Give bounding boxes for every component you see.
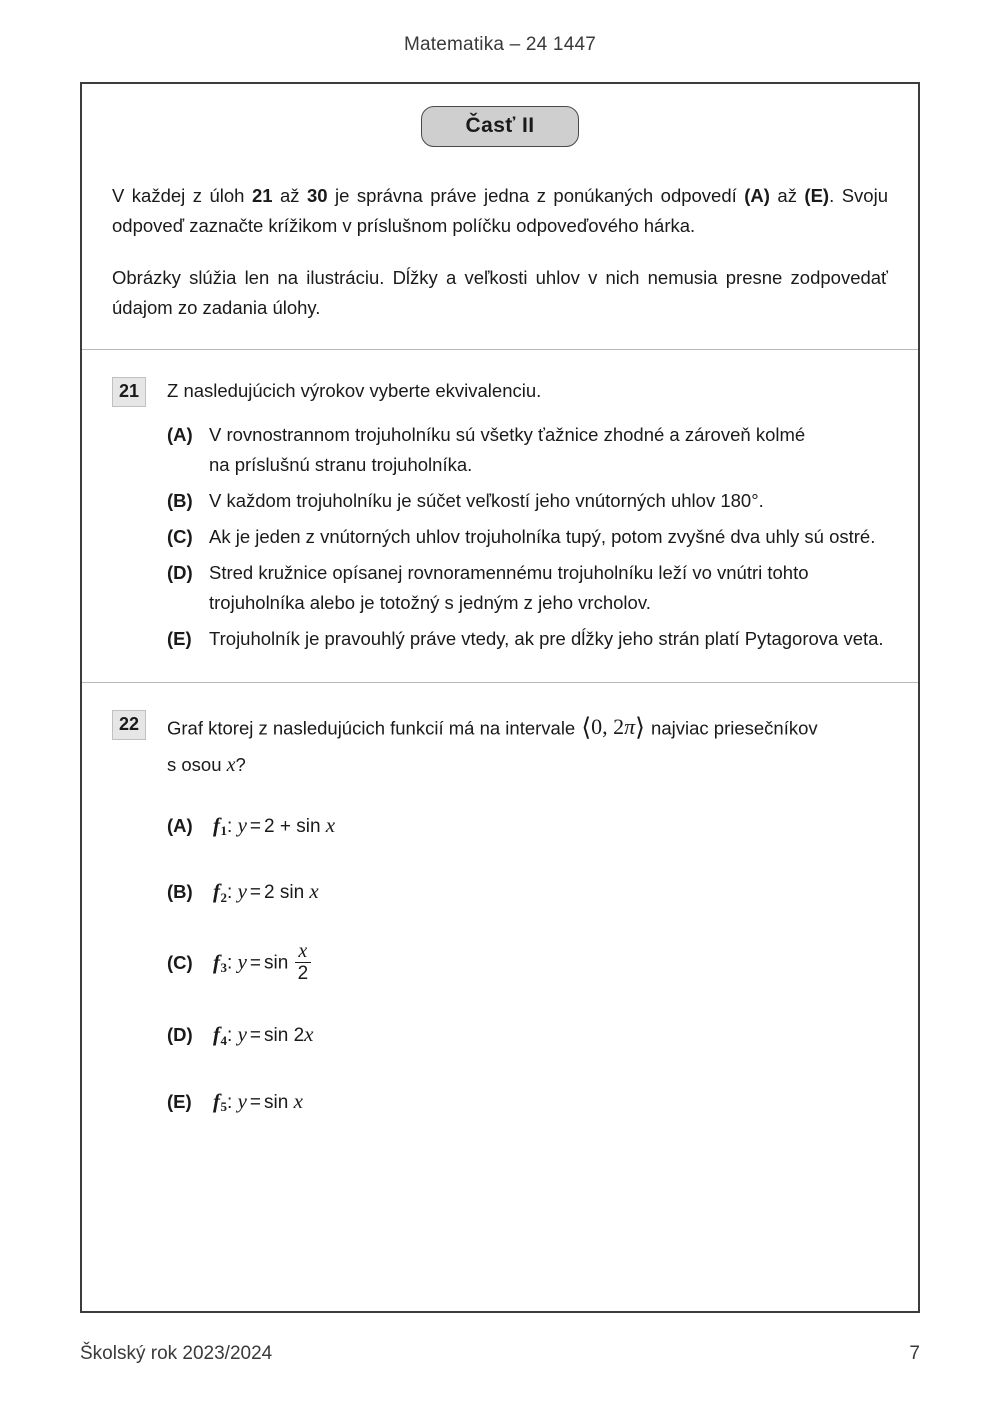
question-number-21: 21 xyxy=(112,377,146,407)
function-name: f2 xyxy=(213,879,227,905)
interval-right-bracket: ⟩ xyxy=(635,714,645,742)
question-number-22: 22 xyxy=(112,710,146,740)
option-text-line: Stred kružnice opísanej rovnoramennému trojuholníku leží vo vnútri tohto xyxy=(209,561,809,583)
function-subscript: 3 xyxy=(220,960,227,976)
formula-rhs-text: 2 sin xyxy=(264,882,310,904)
instruction-segment: Obrázky slúžia len na ilustráciu. Dĺžky a veľkosti uhlov v nich nemusia presne zodpovedať údajom zo zadania úlohy. xyxy=(112,266,888,318)
formula-separator: : xyxy=(227,952,238,974)
formula-rhs-text: sin xyxy=(264,952,294,974)
formula-separator: : xyxy=(227,882,238,904)
function-subscript: 4 xyxy=(220,1032,227,1048)
question-block-22 xyxy=(82,682,918,1141)
option-label: (C) xyxy=(167,951,193,973)
instruction-segment: 21 xyxy=(251,185,273,206)
formula-equals: = xyxy=(249,882,261,904)
option-formula xyxy=(213,1017,888,1052)
formula-rhs-variable: x xyxy=(309,879,319,904)
axis-variable: x xyxy=(226,754,236,777)
options-list-21 xyxy=(167,420,888,654)
option-item[interactable] xyxy=(167,420,888,480)
formula-lhs: y xyxy=(237,949,247,974)
stem-text: s osou xyxy=(167,754,227,776)
interval-notation xyxy=(580,714,646,742)
option-formula xyxy=(213,808,888,843)
option-text-line: V rovnostrannom trojuholníku sú všetky ťažnice zhodné a zároveň kolmé xyxy=(209,423,806,445)
options-list-22 xyxy=(167,808,888,1119)
interval-pi-symbol: π xyxy=(624,714,636,740)
formula-rhs-text: sin 2 xyxy=(264,1024,305,1046)
formula-fraction xyxy=(295,941,312,985)
formula-rhs-variable: x xyxy=(325,812,336,837)
option-formula xyxy=(213,941,888,985)
instruction-segment: až xyxy=(769,185,805,206)
function-name: f1 xyxy=(213,812,227,839)
formula-equals: = xyxy=(249,815,261,837)
instructions-section xyxy=(82,84,918,350)
formula-separator: : xyxy=(227,1024,238,1046)
question-22-stem xyxy=(167,709,888,782)
option-text-line: Ak je jeden z vnútorných uhlov trojuholníka tupý, potom zvyšné dva uhly sú ostré. xyxy=(209,525,876,547)
question-21 xyxy=(112,376,888,660)
formula-lhs: y xyxy=(237,1088,247,1113)
stem-text: najviac priesečníkov xyxy=(645,717,818,739)
footer-school-year: Školský rok 2023/2024 xyxy=(80,1343,273,1364)
formula-rhs-text: 2 + sin xyxy=(264,815,326,837)
page-footer xyxy=(80,1343,920,1365)
option-item[interactable] xyxy=(167,1084,888,1119)
stem-text: Graf ktorej z nasledujúcich funkcií má na intervale xyxy=(167,717,581,739)
option-item[interactable] xyxy=(167,624,888,654)
part-banner-container xyxy=(112,106,888,147)
interval-left-bracket: ⟨ xyxy=(581,714,592,742)
question-22 xyxy=(112,709,888,1119)
option-text xyxy=(209,558,888,618)
fraction-numerator: x xyxy=(298,940,308,963)
option-label: (A) xyxy=(167,423,193,445)
formula-equals: = xyxy=(249,952,261,974)
question-block-21 xyxy=(82,350,918,682)
question-21-stem: Z nasledujúcich výrokov vyberte ekvivalenciu. xyxy=(167,379,542,401)
stem-text: ? xyxy=(235,754,246,776)
formula-rhs-variable: x xyxy=(304,1021,314,1046)
fraction-denominator: 2 xyxy=(297,963,309,985)
option-text xyxy=(209,486,888,516)
option-text xyxy=(209,522,888,552)
formula-lhs: y xyxy=(237,1021,247,1046)
function-name: f4 xyxy=(213,1021,227,1048)
option-label: (E) xyxy=(167,627,192,649)
option-text-line: Trojuholník je pravouhlý práve vtedy, ak pre dĺžky jeho strán platí Pytagorova veta. xyxy=(209,627,884,649)
option-text xyxy=(209,624,888,654)
header-title: Matematika – 24 1447 xyxy=(403,34,596,55)
option-label: (D) xyxy=(167,1023,193,1045)
instruction-segment: (A) xyxy=(744,185,770,206)
instruction-segment: je správna práve jedna z ponúkaných odpovedí xyxy=(327,185,745,206)
option-item[interactable] xyxy=(167,558,888,618)
function-subscript: 2 xyxy=(220,889,227,905)
formula-rhs-variable: x xyxy=(293,1088,303,1113)
part-title-banner: Časť II xyxy=(421,106,580,147)
option-label: (B) xyxy=(167,489,193,511)
option-item[interactable] xyxy=(167,486,888,516)
option-item[interactable] xyxy=(167,808,888,843)
function-name: f3 xyxy=(213,949,227,976)
instruction-segment: 30 xyxy=(307,185,328,206)
exam-content-frame xyxy=(80,82,920,1313)
formula-lhs: y xyxy=(237,812,247,837)
option-label: (E) xyxy=(167,1090,192,1112)
option-formula xyxy=(213,874,888,909)
option-text-line: trojuholníka alebo je totožný s jedným z jeho vrcholov. xyxy=(209,591,651,613)
option-label: (B) xyxy=(167,881,193,903)
footer-page-number: 7 xyxy=(909,1343,920,1364)
question-21-body xyxy=(146,376,888,660)
formula-lhs: y xyxy=(237,879,247,904)
instruction-segment: . Svoju odpoveď zaznačte krížikom v príslušnom políčku odpoveďového hárka. xyxy=(112,185,888,236)
option-label: (A) xyxy=(167,814,193,836)
instruction-figures xyxy=(112,263,888,323)
question-22-body xyxy=(146,709,888,1119)
option-item[interactable] xyxy=(167,941,888,985)
page-header xyxy=(0,34,1000,56)
option-text-line: na príslušnú stranu trojuholníka. xyxy=(209,453,473,475)
function-name: f5 xyxy=(213,1088,227,1115)
formula-separator: : xyxy=(227,1091,238,1113)
instruction-segment: až xyxy=(272,185,307,206)
option-text xyxy=(209,420,888,480)
instruction-answers xyxy=(112,181,888,241)
instruction-segment: V každej z úloh xyxy=(112,185,252,206)
option-label: (D) xyxy=(167,561,193,583)
instruction-segment: (E) xyxy=(804,185,830,206)
option-item[interactable] xyxy=(167,522,888,552)
interval-values: 0, 2 xyxy=(591,714,625,740)
option-item[interactable] xyxy=(167,1017,888,1052)
option-text-line: V každom trojuholníku je súčet veľkostí jeho vnútorných uhlov 180°. xyxy=(209,489,764,511)
formula-separator: : xyxy=(227,815,238,837)
formula-equals: = xyxy=(249,1091,261,1113)
formula-equals: = xyxy=(249,1024,261,1046)
function-subscript: 1 xyxy=(220,823,227,839)
formula-rhs-text: sin xyxy=(264,1091,294,1113)
function-subscript: 5 xyxy=(220,1099,227,1115)
option-label: (C) xyxy=(167,525,193,547)
option-formula xyxy=(213,1084,888,1119)
option-item[interactable] xyxy=(167,874,888,909)
